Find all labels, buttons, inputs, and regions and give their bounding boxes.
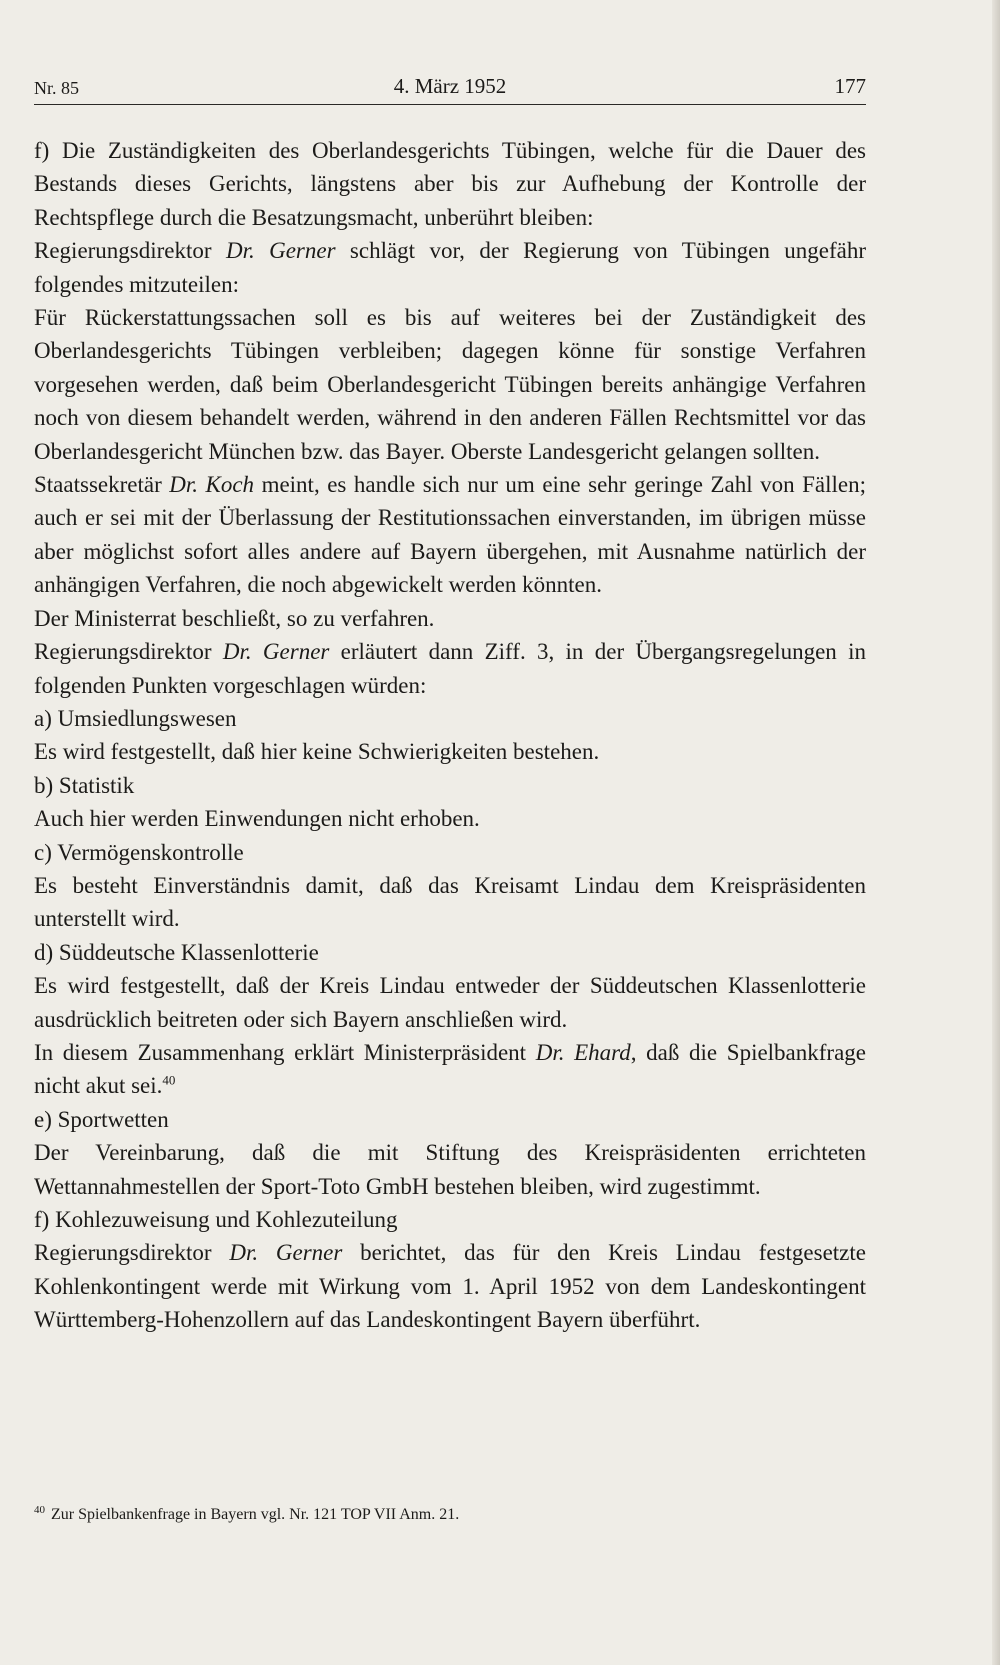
paragraph-text: e) Sportwetten bbox=[34, 1106, 169, 1132]
paragraph-text: Staatssekretär bbox=[34, 472, 170, 498]
paragraph bbox=[34, 836, 866, 869]
paragraph bbox=[34, 301, 866, 468]
paragraph-text: Für Rückerstattungssachen soll es bis auf weiteres bei der Zuständigkeit des Oberlandesgerichts Tübingen verbleiben; dagegen könne für sonstige Verfahren vorgesehen werden, daß beim Oberlandesgericht Tübingen bereits anhängige Verfahren noch von diesem behandelt werden, während in den anderen Fällen Rechtsmittel vor das Oberlandesgericht München bzw. das Bayer. Oberste Landesgericht gelangen sollten. bbox=[34, 305, 866, 464]
header-date: 4. März 1952 bbox=[393, 74, 507, 98]
paragraph bbox=[34, 802, 866, 835]
document-number: Nr. 85 bbox=[34, 78, 79, 98]
paragraph-text: Regierungsdirektor bbox=[34, 639, 223, 665]
paragraph bbox=[34, 735, 866, 768]
paragraph-text: Der Vereinbarung, daß die mit Stiftung des Kreispräsidenten errichteten Wettannahmestellen der Sport-Toto GmbH bestehen bleiben, wird zugestimmt. bbox=[34, 1140, 866, 1199]
person-name: Dr. Ehard bbox=[535, 1039, 631, 1065]
paragraph-text: b) Statistik bbox=[34, 772, 135, 798]
paragraph-text: In diesem Zusammenhang erklärt Ministerpräsident bbox=[34, 1039, 536, 1065]
paragraph bbox=[34, 1236, 866, 1336]
footnote-reference: 40 bbox=[162, 1072, 176, 1088]
paragraph-text: meint, es handle sich nur um eine sehr geringe Zahl von Fällen; auch er sei mit der Überlassung der Restitutionssachen einverstanden, im übrigen müsse aber möglichst sofort alles andere auf Bayern übergehen, mit Ausnahme natürlich der anhängigen Verfahren, die noch abgewickelt werden könnten. bbox=[34, 472, 866, 598]
paragraph-text: d) Süddeutsche Klassenlotterie bbox=[34, 939, 319, 965]
paragraph-text: Der Ministerrat beschließt, so zu verfahren. bbox=[34, 605, 435, 631]
page-number: 177 bbox=[834, 74, 866, 98]
paragraph-text: , daß die Spielbankfrage nicht akut sei. bbox=[34, 1039, 867, 1099]
paragraph-text: c) Vermögenskontrolle bbox=[34, 839, 244, 865]
paragraph bbox=[34, 635, 866, 702]
paragraph-text: f) Kohlezuweisung und Kohlezuteilung bbox=[34, 1207, 398, 1232]
paragraph-text: berichtet, das für den Kreis Lindau festgesetzte Kohlenkontingent werde mit Wirkung vom 1. April 1952 von dem Landeskontingent Württemberg-Hohenzollern auf das Landeskontingent Bayern überführt. bbox=[34, 1240, 866, 1333]
paragraph bbox=[34, 234, 866, 301]
paragraph-text: a) Umsiedlungswesen bbox=[34, 705, 237, 731]
paragraph bbox=[34, 134, 866, 234]
paragraph-text: f) Die Zuständigkeiten des Oberlandesgerichts Tübingen, welche für die Dauer des Bestands dieses Gerichts, längstens aber bis zur Aufhebung der Kontrolle der Rechtspflege durch die Besatzungsmacht, unberührt bleiben: bbox=[34, 138, 866, 230]
footnote bbox=[34, 1504, 866, 1526]
paragraph bbox=[34, 1036, 866, 1103]
paragraph-text: Regierungsdirektor bbox=[34, 1240, 230, 1266]
paragraph-text: Regierungsdirektor bbox=[34, 238, 226, 264]
document-body bbox=[34, 134, 866, 1337]
paragraph bbox=[34, 468, 866, 602]
paragraph-text: erläutert dann Ziff. 3, in der Übergangsregelungen in folgenden Punkten vorgeschlagen würden: bbox=[34, 639, 866, 698]
paragraph bbox=[34, 769, 866, 802]
page-header bbox=[34, 70, 866, 105]
footnote-number: 40 bbox=[34, 1503, 45, 1516]
paragraph bbox=[34, 1136, 866, 1203]
person-name: Dr. Gerner bbox=[222, 639, 330, 665]
paragraph-text: Es wird festgestellt, daß der Kreis Lindau entweder der Süddeutschen Klassenlotterie ausdrücklich beitreten oder sich Bayern anschließen wird. bbox=[34, 973, 866, 1032]
person-name: Dr. Gerner bbox=[229, 1240, 343, 1266]
person-name: Dr. Gerner bbox=[225, 238, 336, 264]
paragraph-text: Es besteht Einverständnis damit, daß das Kreisamt Lindau dem Kreispräsidenten unterstellt wird. bbox=[34, 872, 866, 932]
paragraph-text: Auch hier werden Einwendungen nicht erhoben. bbox=[34, 806, 480, 832]
paragraph bbox=[34, 1103, 866, 1136]
page-edge bbox=[992, 0, 1000, 1665]
paragraph bbox=[34, 1203, 866, 1236]
person-name: Dr. Koch bbox=[169, 472, 255, 498]
paragraph bbox=[34, 936, 866, 969]
paragraph bbox=[34, 702, 866, 735]
footnote-text: Zur Spielbankenfrage in Bayern vgl. Nr. 121 TOP VII Anm. 21. bbox=[51, 1506, 460, 1523]
paragraph bbox=[34, 969, 866, 1036]
paragraph-text: Es wird festgestellt, daß hier keine Schwierigkeiten bestehen. bbox=[34, 739, 600, 765]
paragraph bbox=[34, 602, 866, 635]
paragraph-text: schlägt vor, der Regierung von Tübingen ungefähr folgendes mitzuteilen: bbox=[34, 238, 866, 297]
paragraph bbox=[34, 869, 866, 936]
